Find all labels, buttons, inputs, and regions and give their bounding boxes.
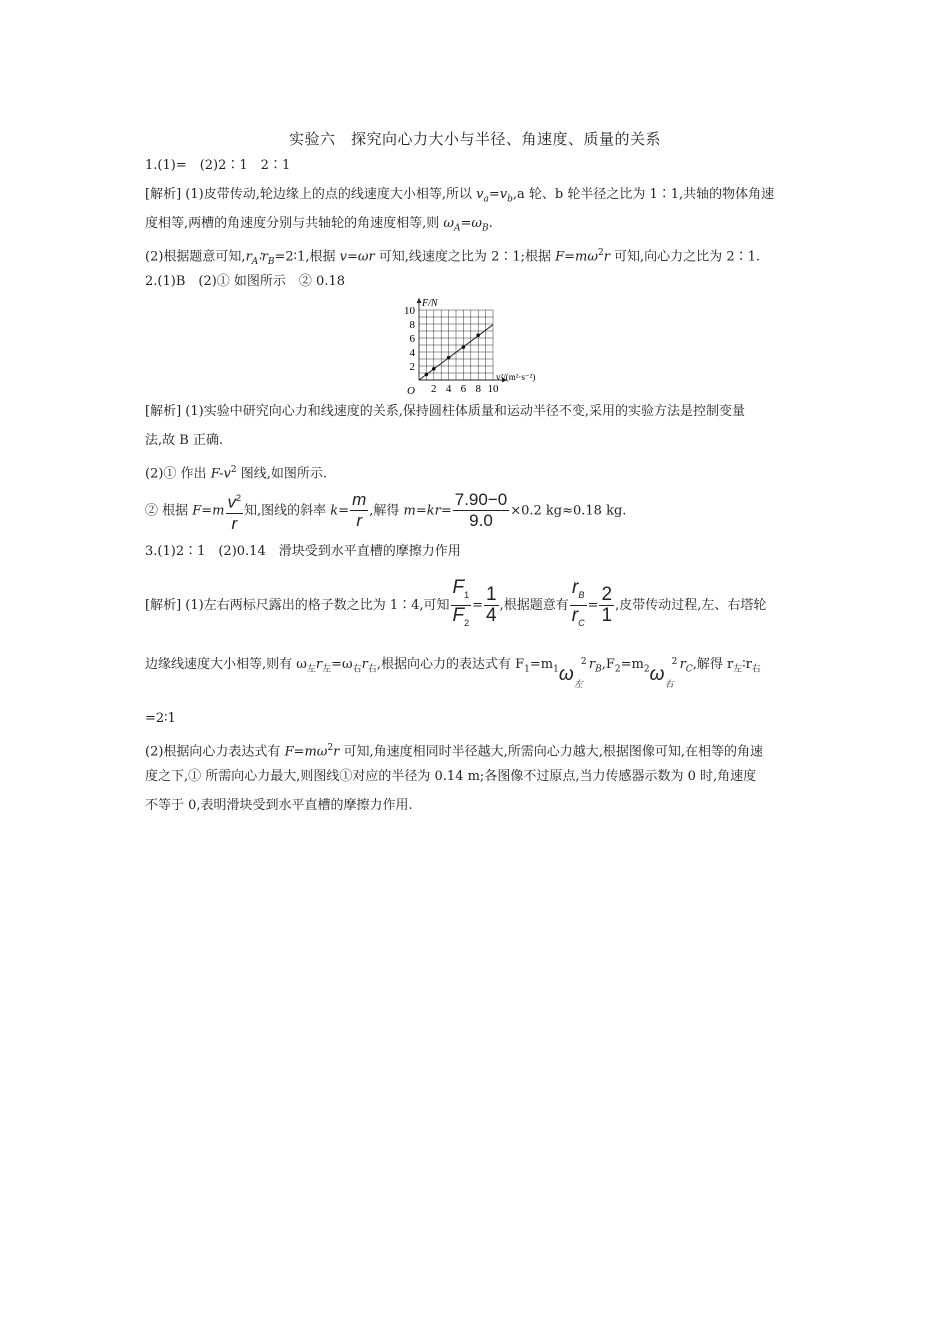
chart-x-tick-label: 8 — [475, 383, 481, 395]
chart-x-tick-label: 6 — [460, 383, 467, 395]
chart-data-point — [432, 367, 436, 371]
q1-explanation-line3: (2)根据题意可知$,r_A∶r_B=2∶1$,根据 v=ωr 可知,线速度之比为 2∶1;根据 $F=m\omega^2r$ 可知,向心力之比为 2∶1. — [145, 248, 760, 267]
q2-answer: 2.(1)B (2)① 如图所示 ② 0.18 — [145, 274, 345, 289]
fraction-F1-over-F2: $\frac{F_1}{F_2}$ — [452, 577, 470, 628]
chart-y-label: F/N — [422, 298, 438, 309]
chart-x-label: v²/(m²·s⁻²) — [496, 372, 536, 382]
q1-explanation-line2: 度相等,两槽的角速度分别与共轴轮的角速度相等,则 $\omega_A=\omega_B$. — [145, 216, 493, 234]
chart-origin-label: O — [407, 385, 415, 397]
q3-explanation-line3: =2∶1 — [145, 711, 176, 726]
fraction-2-over-1: $\frac{2}{1}$ — [601, 583, 613, 626]
chart-axes — [417, 298, 508, 383]
q2-explanation-line4: ② 根据 F=m $\frac{v^2}{r}$ 知,图线的斜率 k= $\frac{m}{r}$ ,解得 m=kr= $\frac{7.90-0}{9.0}$ ×0.2 kg≈0.18 kg. — [145, 488, 810, 532]
chart-x-tick-label: 2 — [431, 383, 437, 395]
page-title: 实验六 探究向心力大小与半径、角速度、质量的关系 — [288, 130, 661, 148]
q3-answer: 3.(1)2∶1 (2)0.14 滑块受到水平直槽的摩擦力作用 — [145, 544, 461, 559]
fraction-rB-over-rC: $\frac{r_B}{r_C}$ — [571, 577, 585, 628]
chart-x-tick-label: 4 — [445, 383, 452, 395]
q1-explanation-line1: [解析] (1)皮带传动,轮边缘上的点的线速度大小相等,所以 $v_a=v_b,a$ 轮、b 轮半径之比为 1∶1,共轴的物体角速 — [145, 187, 775, 205]
chart-y-tick-label: 8 — [409, 319, 415, 331]
chart-data-point — [476, 333, 480, 337]
chart-tick-labels — [404, 305, 499, 395]
q2-explanation-line2: 法,故 B 正确. — [145, 433, 224, 448]
fraction-v2-over-r: $\frac{v^2}{r}$ — [226, 488, 244, 534]
q2-explanation-line3: (2)① 作出 $F-v^2$ 图线,如图所示. — [145, 465, 328, 482]
chart-y-tick-label: 4 — [409, 347, 415, 359]
q1-answer: 1.(1)= (2)2∶1 2∶1 — [145, 158, 291, 173]
chart-data-point — [425, 373, 429, 377]
fraction-slope: $\frac{7.90-0}{9.0}$ — [454, 490, 508, 531]
chart-data-point — [462, 345, 466, 349]
f-v2-chart — [395, 296, 560, 401]
chart-data-point — [447, 356, 451, 360]
q3-explanation-line2: 边缘线速度大小相等,则有 $\omega_左r_左=\omega_右r_右$,根据向心力的表达式有 $F_1=m_1$ ω 左 2 $r_B,F_2=m_2$ ω 右 2 $r_C$,解得 $r_左∶r_右$ — [145, 657, 761, 690]
q3-explanation-line4: (2)根据向心力表达式有 $F=m\omega^2r$ 可知,角速度相同时半径越大,所需向心力越大,根据图像可知,在相等的角速 — [145, 743, 764, 760]
chart-grid — [419, 310, 493, 380]
fraction-1-over-4: $\frac{1}{4}$ — [486, 583, 497, 626]
chart-x-tick-label: 10 — [487, 383, 499, 395]
chart-y-tick-label: 6 — [409, 333, 415, 345]
chart-y-tick-label: 2 — [409, 361, 415, 373]
q2-explanation-line1: [解析] (1)实验中研究向心力和线速度的关系,保持圆柱体质量和运动半径不变,采用的实验方法是控制变量 — [145, 404, 745, 419]
chart-y-tick-label: 10 — [404, 305, 415, 317]
fraction-m-over-r: $\frac{m}{r}$ — [352, 490, 367, 531]
q3-explanation-line5: 度之下,① 所需向心力最大,则图线①对应的半径为 0.14 m;各图像不过原点,当力传感器示数为 0 时,角速度 — [145, 769, 757, 784]
q3-explanation-line6: 不等于 0,表明滑块受到水平直槽的摩擦力作用. — [145, 798, 413, 813]
chart-y-axis-arrow — [417, 298, 422, 303]
q3-explanation-line1: [解析] (1)左右两标尺露出的格子数之比为 1∶4,可知 $\frac{F_1}{F_2}$ = $\frac{1}{4}$ ,根据题意有 $\frac{r_B}{r_C}$ = $\frac{2}{1}$ ,皮带传动过程,左、右塔轮 — [145, 578, 810, 626]
